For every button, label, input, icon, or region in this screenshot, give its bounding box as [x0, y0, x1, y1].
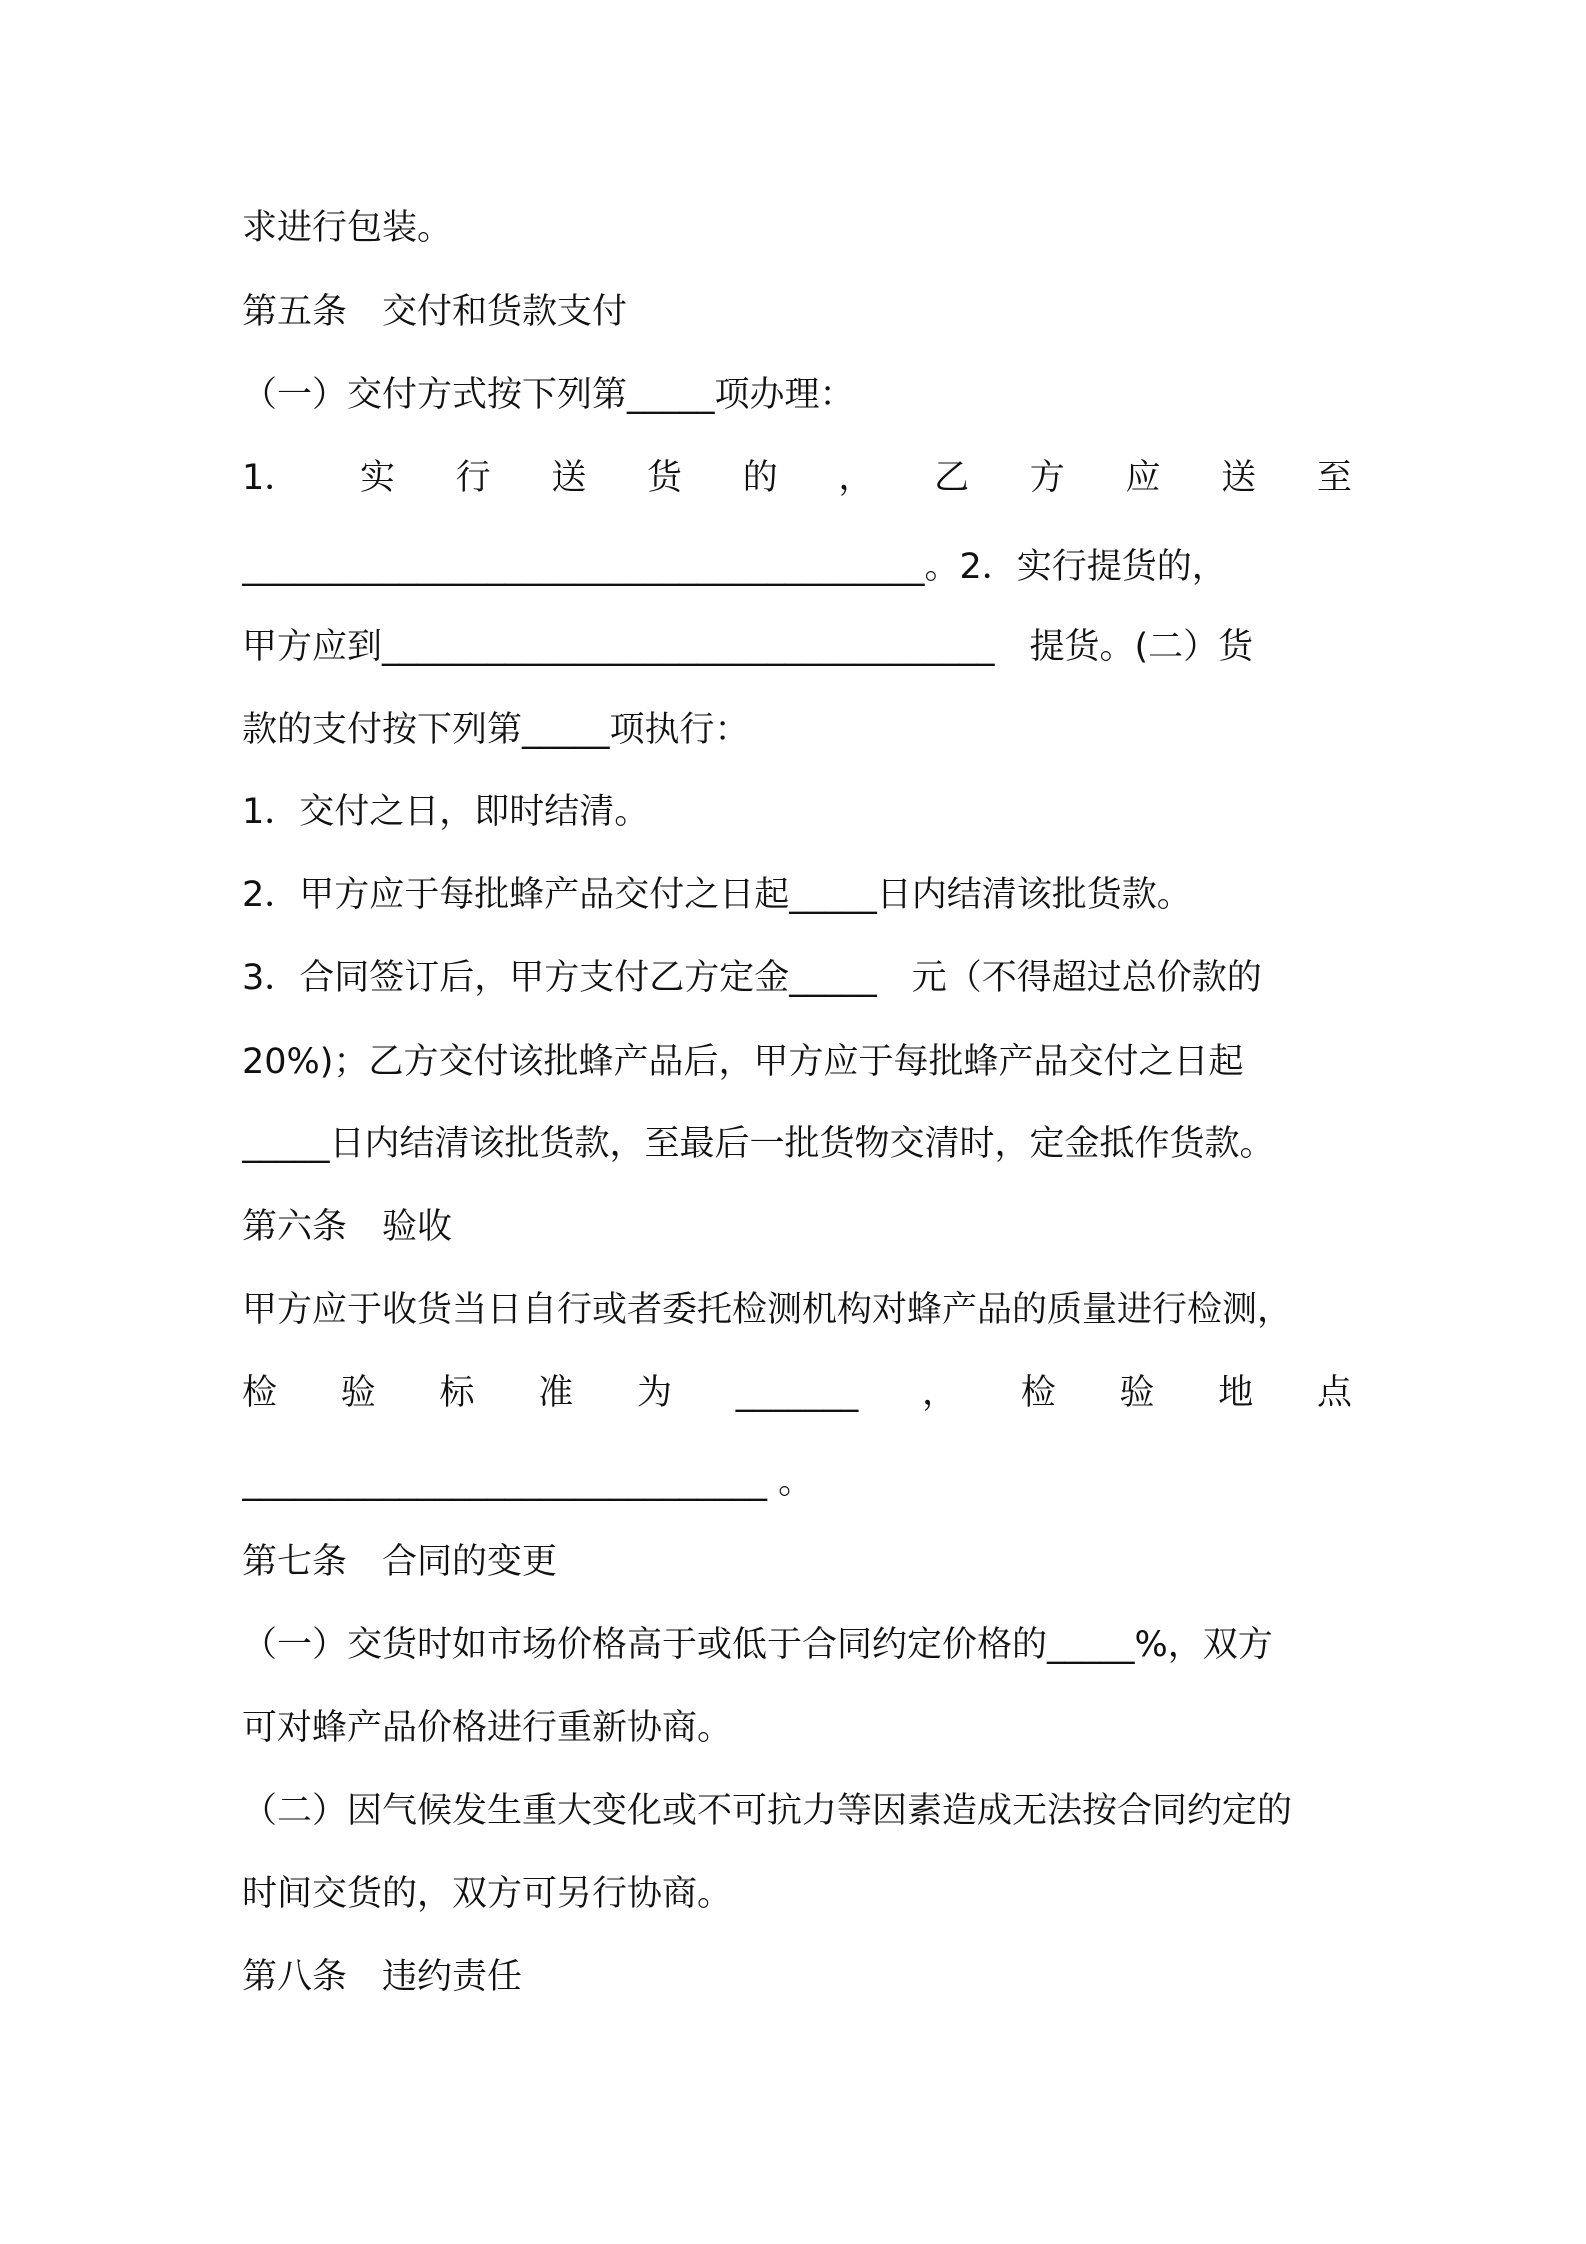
- justified-token: 准: [538, 1373, 574, 1413]
- article-6-heading: 第六条 验收: [242, 1207, 453, 1247]
- payment-option-3-line-2: 20%)；乙方交付该批蜂产品后，甲方应于每批蜂产品交付之日起: [242, 1042, 1244, 1082]
- justified-token: 乙: [934, 458, 970, 498]
- justified-token: 1．: [242, 458, 300, 498]
- justified-token: 检: [242, 1373, 278, 1413]
- justified-token: 验: [340, 1373, 376, 1413]
- justified-token: 货: [647, 458, 683, 498]
- payment-option-3-line-3: _____日内结清该批货款，至最后一批货物交清时，定金抵作货款。: [242, 1124, 1275, 1164]
- justified-token: 的: [742, 458, 778, 498]
- article-8-heading: 第八条 违约责任: [242, 1957, 523, 1997]
- price-change-clause-line-2: 可对蜂产品价格进行重新协商。: [242, 1708, 733, 1748]
- justified-token: 方: [1029, 458, 1065, 498]
- payment-option-3-line-1: 3．合同签订后，甲方支付乙方定金_____ 元（不得超过总价款的: [242, 958, 1262, 998]
- payment-option-1: 1．交付之日，即时结清。: [242, 792, 650, 832]
- inspection-location-blank-line: ______________________________ 。: [242, 1462, 814, 1502]
- justified-token: 检: [1020, 1373, 1056, 1413]
- justified-token: 为: [637, 1373, 673, 1413]
- inspection-clause-line-1: 甲方应于收货当日自行或者委托检测机构对蜂产品的质量进行检测，: [242, 1290, 1293, 1330]
- justified-token: 送: [551, 458, 587, 498]
- delivery-method-clause: （一）交付方式按下列第_____项办理：: [242, 375, 855, 415]
- force-majeure-clause-line-1: （二）因气候发生重大变化或不可抗力等因素造成无法按合同约定的: [242, 1791, 1293, 1831]
- article-7-heading: 第七条 合同的变更: [242, 1542, 558, 1582]
- justified-token: 验: [1119, 1373, 1155, 1413]
- pickup-location-line: 甲方应到___________________________________ 提货。(二）货: [242, 627, 1254, 667]
- payment-option-2: 2．甲方应于每批蜂产品交付之日起_____日内结清该批货款。: [242, 875, 1192, 915]
- justified-token: 标: [439, 1373, 475, 1413]
- justified-token: 实: [359, 458, 395, 498]
- justified-token: 应: [1125, 458, 1161, 498]
- justified-token: _______: [735, 1373, 859, 1413]
- paragraph-continuation: 求进行包装。: [242, 208, 453, 248]
- payment-method-clause: 款的支付按下列第_____项执行：: [242, 710, 750, 750]
- justified-token: 点: [1316, 1373, 1352, 1413]
- justified-token: 地: [1218, 1373, 1254, 1413]
- inspection-standard-line: [242, 1371, 1352, 1415]
- price-change-clause-line-1: （一）交货时如市场价格高于或低于合同约定价格的_____%，双方: [242, 1625, 1273, 1665]
- justified-token: 至: [1316, 458, 1352, 498]
- justified-token: ，: [838, 458, 874, 498]
- delivery-address-blank-line: _______________________________________。2．实行提货的，: [242, 547, 1227, 587]
- justified-token: 行: [455, 458, 491, 498]
- justified-token: 送: [1221, 458, 1257, 498]
- force-majeure-clause-line-2: 时间交货的，双方可另行协商。: [242, 1874, 733, 1914]
- delivery-option-1-line: [242, 456, 1352, 500]
- justified-token: ，: [921, 1373, 957, 1413]
- article-5-heading: 第五条 交付和货款支付: [242, 292, 628, 332]
